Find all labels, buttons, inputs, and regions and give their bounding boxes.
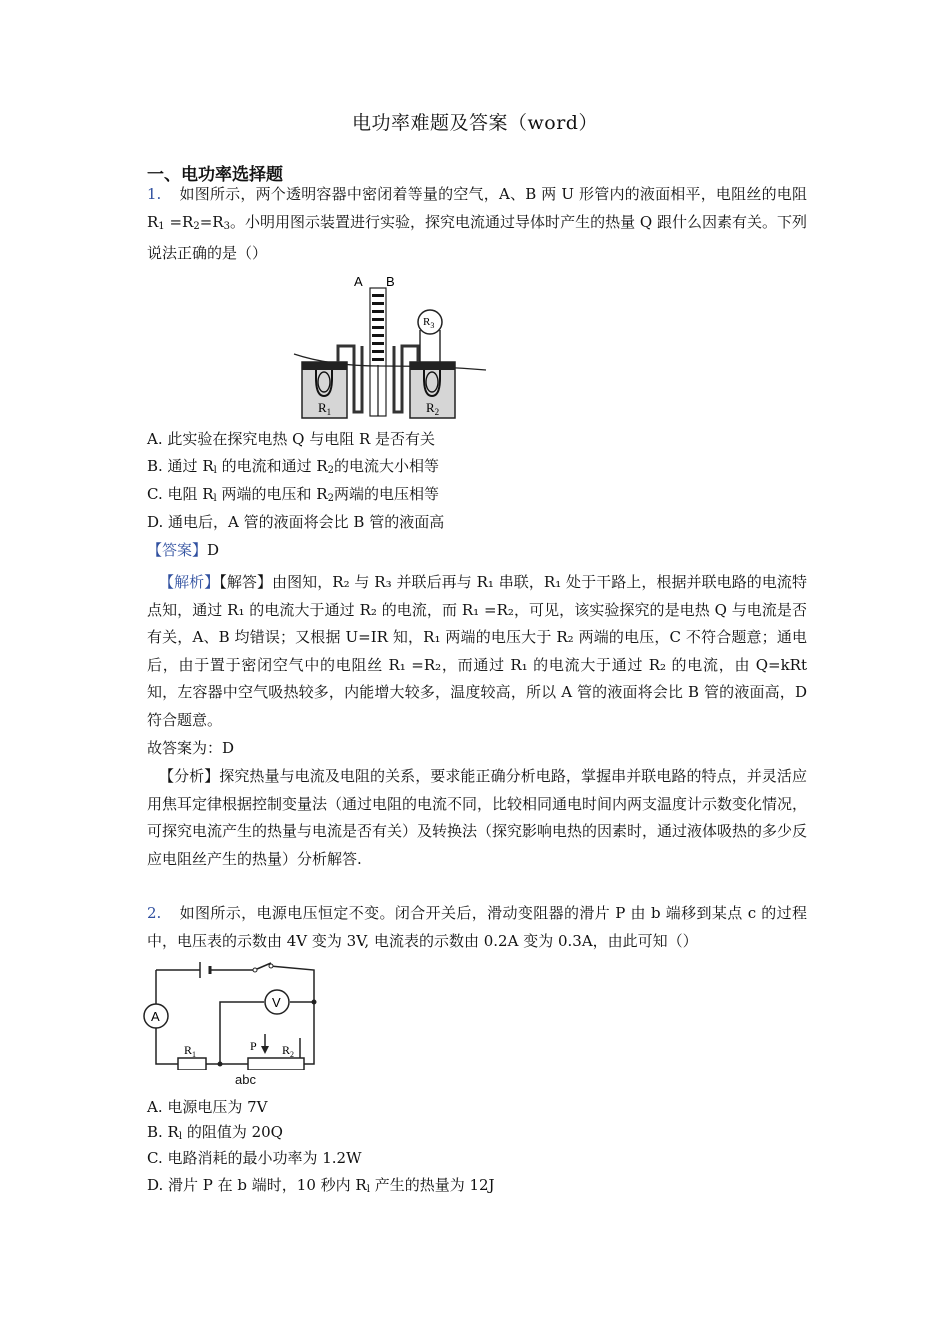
label-r1: $R_1$ <box>318 400 332 417</box>
q2-number: 2. <box>147 904 162 922</box>
q2-figure-caption: abc <box>235 1072 256 1087</box>
q1-figure <box>290 270 490 422</box>
r1-resistor <box>178 1058 206 1070</box>
q2-option-b: B. $R_l$ 的阻值为 20Q <box>147 1123 283 1142</box>
r2-rheostat <box>248 1058 304 1070</box>
page-title: 电功率难题及答案（word） <box>352 112 598 134</box>
q1-answer: 【答案】D <box>147 541 220 559</box>
q1-fenxi: 【分析】探究热量与电流及电阻的关系，要求能正确分析电路，掌握串并联电路的特点，并灵活应用焦耳定律根据控制变量法（通过电阻的电流不同，比较相同通电时间内两支温度计示数变化情况，可探究电流产生的热量与电流是否有关）及转换法（探究影响电热的因素时，通过液体吸热的多少反应电阻丝产生的热量）分析解答. <box>147 767 808 868</box>
q2-option-d: D. 滑片 P 在 b 端时，10 秒内 $R_l$ 产生的热量为 12J <box>147 1176 495 1195</box>
q1-stem: 1. 如图所示，两个透明容器中密闭着等量的空气，A、B 两 U 形管内的液面相平，电阻丝的电阻 $R_1 =R_2=R_3$。小明用图示装置进行实验，探究电流通过导体时产生的热量 Q 跟什么因素有关。下列说法正确的是（） <box>147 185 807 262</box>
q2-option-a: A. 电源电压为 7V <box>147 1098 268 1116</box>
label-r3: $R_3$ <box>423 316 435 330</box>
q2-stem: 2. 如图所示，电源电压恒定不变。闭合开关后，滑动变阻器的滑片 P 由 b 端移到某点 c 的过程中，电压表的示数由 4V 变为 3V, 电流表的示数由 0.2A 变为 0.3A，由此可知（） <box>147 904 807 950</box>
q1-number: 1. <box>147 185 162 203</box>
q1-option-d: D. 通电后，A 管的液面将会比 B 管的液面高 <box>147 513 445 531</box>
q1-final-answer: 故答案为：D <box>147 739 235 757</box>
section-heading: 一、电功率选择题 <box>147 165 283 185</box>
r1-label: $R_1$ <box>184 1043 197 1059</box>
left-lid <box>302 362 347 370</box>
label-a: A <box>354 274 363 289</box>
r2-label: $R_2$ <box>282 1043 295 1059</box>
q2-option-c: C. 电路消耗的最小功率为 1.2W <box>147 1149 362 1167</box>
q1-option-a: A. 此实验在探究电热 Q 与电阻 R 是否有关 <box>147 430 436 448</box>
q1-option-c: C. 电阻 $R_l$ 两端的电压和 $R_2$两端的电压相等 <box>147 485 439 504</box>
label-b: B <box>386 274 395 289</box>
junction-dot <box>218 1062 223 1067</box>
p-label: P <box>250 1039 257 1053</box>
switch-icon <box>253 968 257 972</box>
q1-jiexi: 【解析】【解答】由图知，R₂ 与 R₃ 并联后再与 R₁ 串联，R₁ 处于干路上，根据并联电路的电流特点知，通过 R₁ 的电流大于通过 R₂ 的电流，而 R₁ =R₂，可见，该实验探究的是电热 Q 与电流是否有关，A、B 均错误；又根据 U=IR 知，R₁ 两端的电压大于 R₂ 两端的电压，C 不符合题意；通电后，由于置于密闭空气中的电阻丝 R₁ =R₂，而通过 R₁ 的电流大于通过 R₂ 的电流，由 Q=kRt 知，左容器中空气吸热较多，内能增大较多，温度较高，所以 A 管的液面将会比 B 管的液面高，D 符合题意。 <box>147 573 807 729</box>
q2-figure <box>140 958 330 1070</box>
voltmeter-label: V <box>272 995 281 1010</box>
q1-option-b: B. 通过 $R_l$ 的电流和通过 $R_2$的电流大小相等 <box>147 457 440 476</box>
ammeter-label: A <box>151 1009 160 1024</box>
slider-p-arrow <box>261 1046 269 1054</box>
label-r2: $R_2$ <box>426 400 440 417</box>
